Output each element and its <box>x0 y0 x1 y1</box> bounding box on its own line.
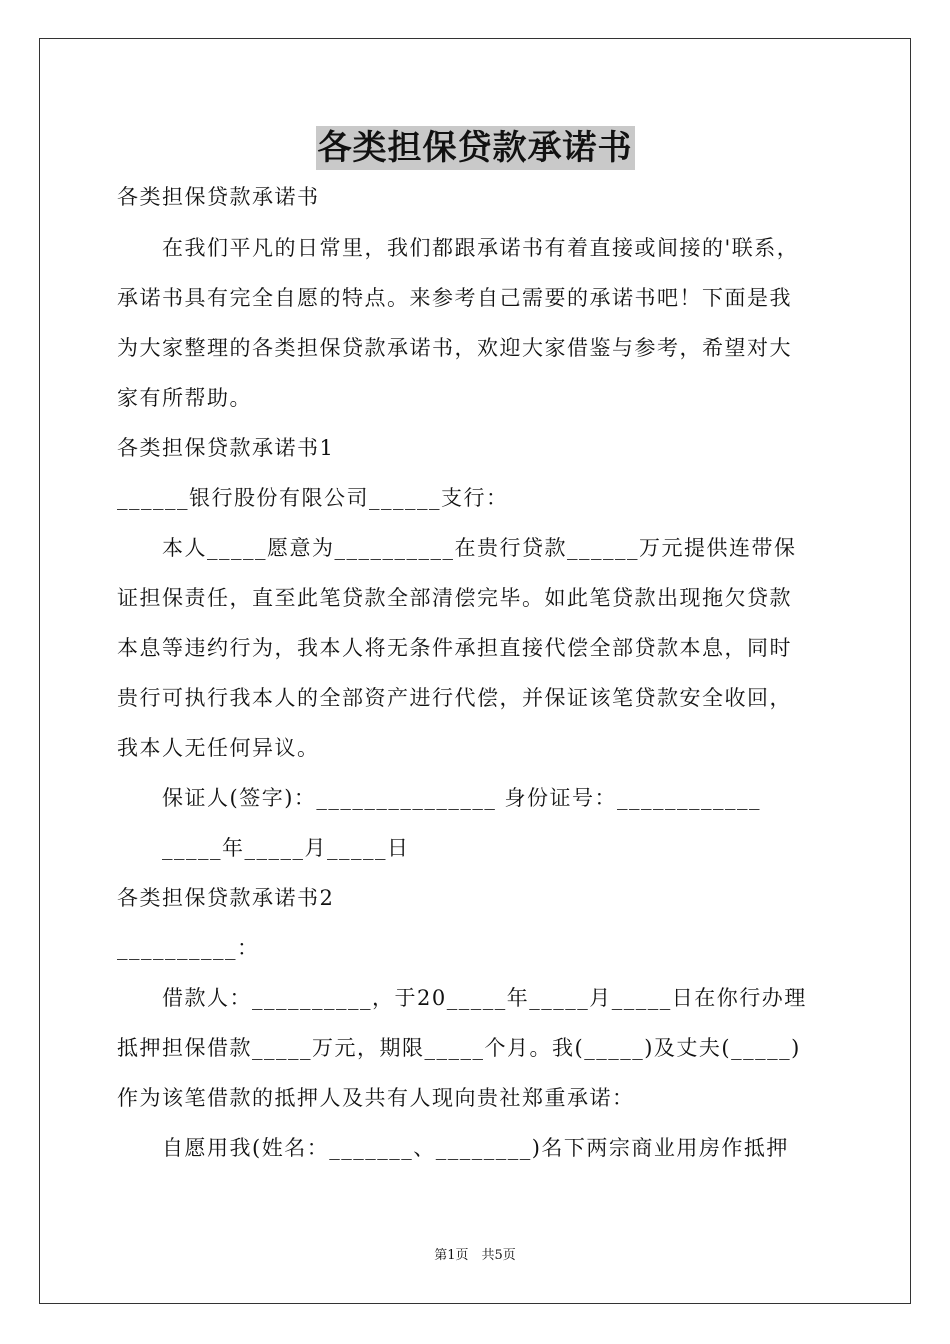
body-line: 自愿用我(姓名：_______、________)名下两宗商业用房作抵押 <box>117 1136 789 1160</box>
body-line: 借款人：__________，于20_____年_____月_____日在你行办理 <box>117 986 807 1010</box>
date-line: _____年_____月_____日 <box>117 836 410 860</box>
document-title: 各类担保贷款承诺书 <box>317 128 633 168</box>
body-line: 本人_____愿意为__________在贵行贷款______万元提供连带保 <box>117 536 797 560</box>
body-line: 承诺书具有完全自愿的特点。来参考自己需要的承诺书吧！下面是我 <box>117 286 792 310</box>
body-line: 在我们平凡的日常里，我们都跟承诺书有着直接或间接的'联系， <box>117 236 800 260</box>
section-heading-2: 各类担保贷款承诺书2 <box>117 886 335 910</box>
page-border <box>39 38 911 1304</box>
body-line: 家有所帮助。 <box>117 386 252 410</box>
section-heading-1: 各类担保贷款承诺书1 <box>117 436 335 460</box>
page-footer: 第1页 共5页 <box>434 1248 516 1263</box>
body-line: 证担保责任，直至此笔贷款全部清偿完毕。如此笔贷款出现拖欠贷款 <box>117 586 792 610</box>
body-line: 我本人无任何异议。 <box>117 736 320 760</box>
signature-line: 保证人(签字)：_______________ 身份证号：____________ <box>117 786 762 810</box>
body-line: 作为该笔借款的抵押人及共有人现向贵社郑重承诺： <box>117 1086 635 1110</box>
body-line: 抵押担保借款_____万元，期限_____个月。我(_____)及丈夫(_____) <box>117 1036 801 1060</box>
addressee-line: __________： <box>117 936 260 960</box>
subtitle-line: 各类担保贷款承诺书 <box>117 185 320 209</box>
body-line: 本息等违约行为，我本人将无条件承担直接代偿全部贷款本息，同时 <box>117 636 792 660</box>
body-line: 为大家整理的各类担保贷款承诺书，欢迎大家借鉴与参考，希望对大 <box>117 336 792 360</box>
body-line: 贵行可执行我本人的全部资产进行代偿，并保证该笔贷款安全收回， <box>117 686 792 710</box>
addressee-line: ______银行股份有限公司______支行： <box>117 486 509 510</box>
title-container <box>0 126 950 170</box>
